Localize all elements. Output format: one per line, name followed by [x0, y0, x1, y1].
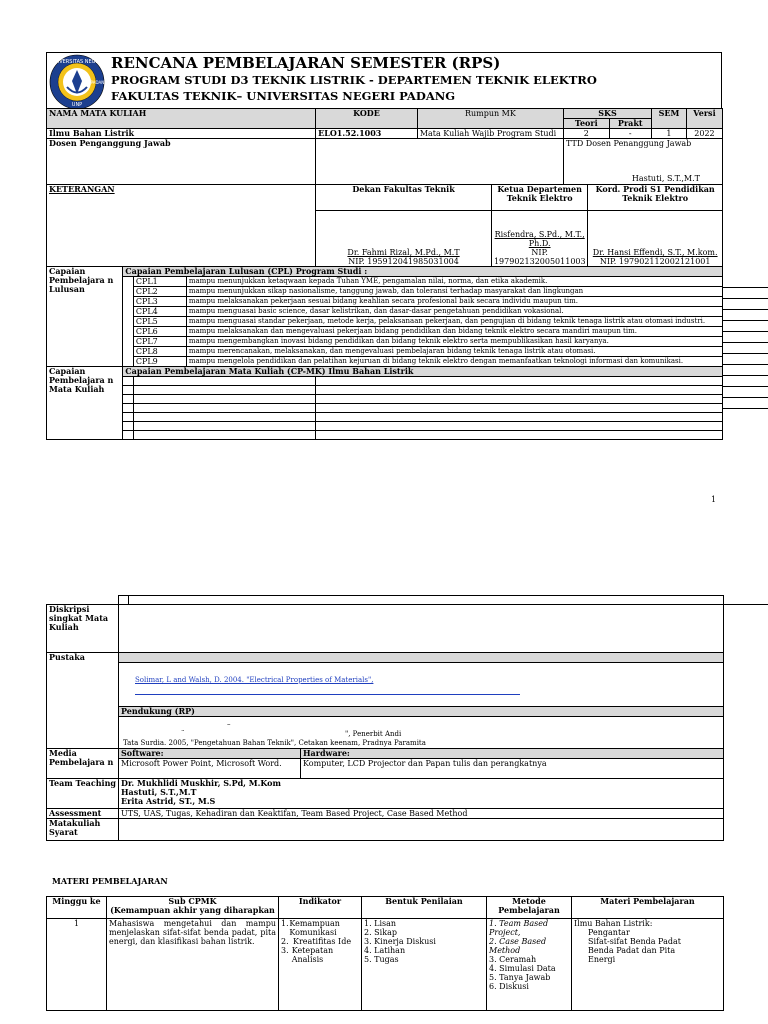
header-metode: Metode Pembelajaran	[487, 897, 572, 919]
course-versi: 2022	[686, 129, 722, 139]
table-overflow-line	[723, 397, 768, 398]
table-overflow-line	[723, 298, 768, 299]
cpl-text: mampu menunjukkan ketaqwaan kepada Tuhan YME, pengamalan nilai, norma, dan etika akademik.	[186, 277, 722, 287]
team-member: Hastuti, S.T.,M.T	[121, 787, 197, 797]
pustaka-content	[119, 663, 724, 707]
cpl-label: Capaian Pembelajara n Lulusan	[47, 267, 123, 367]
course-code: ELO1.52.1003	[316, 129, 418, 139]
header-sem: SEM	[651, 109, 686, 129]
dekan-nip: NIP. 195912041985031004	[348, 257, 459, 266]
header-sub-cpmk	[107, 897, 279, 919]
logo-text-side: PADANG	[90, 80, 108, 85]
rps-main-table	[46, 108, 723, 440]
pendukung-line2: Tata Surdia. 2005, "Pengetahuan Bahan Teknik", Cetakan keenam, Pradnya Paramita	[123, 739, 426, 747]
materi-item: Benda Padat dan Pita	[588, 946, 676, 955]
course-prakt: -	[609, 129, 651, 139]
software-value: Microsoft Power Point, Microsoft Word.	[119, 759, 301, 779]
materi-item: Energi	[588, 955, 616, 964]
header-kode: KODE	[316, 109, 418, 129]
cpl-text: mampu melaksanakan pekerjaan sesuai bidang keahlian secara profesional baik secara individu maupun tim.	[186, 297, 722, 307]
pendukung-header: Pendukung (RP)	[119, 707, 724, 717]
bentuk-item: 2. Sikap	[364, 928, 397, 937]
dosen-empty	[316, 139, 564, 185]
header-indikator: Indikator	[279, 897, 362, 919]
syarat-label: Matakuliah Syarat	[47, 819, 119, 841]
kord-title: Kord. Prodi S1 Pendidikan Teknik Elektro	[588, 185, 723, 211]
table-overflow-line	[723, 320, 768, 321]
cpl-header: Capaian Pembelajaran Lulusan (CPL) Program Studi :	[123, 267, 723, 277]
pendukung-content	[119, 717, 724, 749]
keterangan-label: KETERANGAN	[47, 185, 316, 267]
cpl-text: mampu menguasai basic science, dasar kelistrikan, dan dasar-dasar pengetahuan pendidikan vokasional.	[186, 307, 722, 317]
row-materi	[572, 919, 724, 1011]
cpl-code: CPL1	[133, 277, 186, 287]
indikator-item: 1. Kemampuan Komunikasi	[281, 919, 340, 937]
page-number: 1	[711, 495, 717, 504]
materi-title: MATERI PEMBELAJARAN	[52, 876, 168, 886]
table-overflow-line	[723, 342, 768, 343]
dekan-title: Dekan Fakultas Teknik	[316, 185, 492, 211]
course-rumpun: Mata Kuliah Wajib Program Studi	[417, 129, 563, 139]
syarat-value	[119, 819, 724, 841]
row-minggu: 1	[47, 919, 107, 1011]
kadep-signature	[491, 211, 587, 267]
deskripsi-content	[119, 605, 724, 653]
metode-item: 6. Diskusi	[489, 982, 529, 991]
header-sub-cpmk-line1: Sub CPMK	[168, 896, 217, 906]
cpl-text: mampu mengembangkan inovasi bidang pendidikan dan bidang teknik elektro serta mempublikasikan hasil karyanya.	[186, 337, 722, 347]
metode-item: 5. Tanya Jawab	[489, 973, 551, 982]
cpl-code: CPL9	[133, 357, 186, 367]
header-teori: Teori	[564, 119, 610, 129]
header-prakt: Prakt	[609, 119, 651, 129]
cpl-code: CPL3	[133, 297, 186, 307]
table-overflow-line	[723, 364, 768, 365]
course-name: Ilmu Bahan Listrik	[47, 129, 316, 139]
row-sub-cpmk: Mahasiswa mengetahui dan mampu menjelaskan sifat-sifat benda padat, pita energi, dan klasifikasi bahan listrik.	[107, 919, 279, 1011]
table-overflow-line	[723, 375, 768, 376]
ttd-name: Hastuti, S.T.,M.T	[631, 174, 700, 183]
team-label: Team Teaching	[47, 779, 119, 809]
team-member: Dr. Mukhlidi Muskhir, S.Pd, M.Kom	[121, 778, 281, 788]
logo-text-bottom: UNP	[71, 102, 83, 108]
header-versi: Versi	[686, 109, 722, 129]
metode-item: 2. Case Based Method	[489, 937, 547, 955]
cpl-text: mampu menunjukkan sikap nasionalisme, tanggung jawab, dan toleransi terhadap masyarakat dan lingkungan	[186, 287, 722, 297]
header-nama-mk: NAMA MATA KULIAH	[47, 109, 316, 129]
cpmk-label: Capaian Pembelajara n Mata Kuliah	[47, 367, 123, 440]
table-overflow-line	[723, 386, 768, 387]
bentuk-item: 3. Kinerja Diskusi	[364, 937, 436, 946]
cpmk-header: Capaian Pembelajaran Mata Kuliah (CP-MK) Ilmu Bahan Listrik	[123, 367, 723, 377]
row-metode	[487, 919, 572, 1011]
hardware-value: Komputer, LCD Projector dan Papan tulis dan perangkatnya	[301, 759, 724, 779]
hardware-label: Hardware:	[301, 749, 724, 759]
materi-item: Sifat-sifat Benda Padat	[588, 937, 681, 946]
team-members	[119, 779, 724, 809]
document-subtitle-faculty: FAKULTAS TEKNIK– UNIVERSITAS NEGERI PADANG	[111, 89, 456, 103]
header-minggu: Minggu ke	[47, 897, 107, 919]
pustaka-label: Pustaka	[47, 653, 119, 749]
metode-item: 4. Simulasi Data	[489, 964, 556, 973]
pendukung-mark: ¨	[181, 730, 185, 738]
header-materi: Materi Pembelajaran	[572, 897, 724, 919]
bentuk-item: 5. Tugas	[364, 955, 399, 964]
software-label: Software:	[119, 749, 301, 759]
indikator-item: 3. Ketepatan Analisis	[281, 946, 334, 964]
media-label: Media Pembelajara n	[47, 749, 119, 779]
cpl-text: mampu mengelola pendidikan dan pelatihan kejuruan di bidang teknik elektro dengan memanfaatkan teknologi informasi dan komunikasi.	[186, 357, 722, 367]
rps-page2-table	[46, 595, 724, 841]
pendukung-dash: –	[227, 720, 231, 728]
cpl-code: CPL8	[133, 347, 186, 357]
materi-table	[46, 896, 724, 1011]
pustaka-underline	[135, 684, 520, 695]
kadep-name: Risfendra, S.Pd., M.T., Ph.D.	[494, 230, 585, 248]
materi-item: Pengantar	[588, 928, 630, 937]
header-rumpun: Rumpun MK	[417, 109, 563, 129]
cpl-code: CPL4	[133, 307, 186, 317]
pustaka-reference-link[interactable]: Solimar, L and Walsh, D. 2004. "Electrical Properties of Materials",	[135, 675, 374, 684]
logo-text-top: UNIVERSITAS NEGERI	[50, 59, 104, 65]
table-overflow-line	[723, 331, 768, 332]
row-indikator	[279, 919, 362, 1011]
metode-item: 3. Ceramah	[489, 955, 537, 964]
metode-item: 1. Team Based Project,	[489, 919, 549, 937]
cpl-code: CPL6	[133, 327, 186, 337]
team-member: Erita Astrid, ST., M.S	[121, 796, 216, 806]
assessment-label: Assessment	[47, 809, 119, 819]
kord-nip: NIP. 197902112002121001	[599, 257, 711, 266]
pustaka-header	[119, 653, 724, 663]
cpl-code: CPL5	[133, 317, 186, 327]
cpl-text: mampu menguasai standar pekerjaan, metode kerja, pelaksanaan pekerjaan, dan pengujian di bidang teknik tenaga listrik atau otomasi industri.	[186, 317, 722, 327]
document-title: RENCANA PEMBELAJARAN SEMESTER (RPS)	[111, 54, 501, 72]
header-sub-cpmk-line2: (Kemampuan akhir yang diharapkan	[110, 905, 275, 915]
dekan-signature	[316, 211, 492, 267]
deskripsi-label: Diskripsi singkat Mata Kuliah	[47, 605, 119, 653]
cpl-text: mampu merencanakan, melaksanakan, dan mengevaluasi pembelajaran bidang teknik tenaga listrik atau otomasi.	[186, 347, 722, 357]
row-bentuk	[362, 919, 487, 1011]
dosen-label: Dosen Penganggung Jawab	[47, 139, 316, 185]
dekan-name: Dr. Fahmi Rizal, M.Pd., M.T	[347, 248, 460, 257]
ttd-label: TTD Dosen Penanggung Jawab	[566, 139, 692, 148]
indikator-item: 2. Kreatifitas Ide	[281, 937, 352, 946]
header-sks: SKS	[564, 109, 652, 119]
cpl-code: CPL7	[133, 337, 186, 347]
cpl-text: mampu melaksanakan dan mengevaluasi pekerjaan bidang pendidikan dan bidang teknik elektro secara mandiri maupun tim.	[186, 327, 722, 337]
assessment-value: UTS, UAS, Tugas, Kehadiran dan Keaktifan, Team Based Project, Case Based Method	[119, 809, 724, 819]
kadep-nip: NIP. 197902132005011003	[493, 248, 586, 266]
table-overflow-line	[723, 309, 768, 310]
pendukung-line1: ", Penerbit Andi	[345, 730, 402, 738]
materi-item: Ilmu Bahan Listrik:	[574, 919, 653, 928]
table-overflow-line	[723, 353, 768, 354]
table-overflow-line	[723, 287, 768, 288]
course-teori: 2	[564, 129, 610, 139]
bentuk-item: 1. Lisan	[364, 919, 397, 928]
document-subtitle-program: PROGRAM STUDI D3 TEKNIK LISTRIK - DEPARTEMEN TEKNIK ELEKTRO	[111, 73, 597, 87]
kord-signature	[588, 211, 723, 267]
cpl-code: CPL2	[133, 287, 186, 297]
bentuk-item: 4. Latihan	[364, 946, 406, 955]
table-overflow-line	[723, 408, 768, 409]
header-bentuk: Bentuk Penilaian	[362, 897, 487, 919]
table-overflow-line	[723, 604, 768, 605]
kord-name: Dr. Hansi Effendi, S.T., M.kom.	[592, 248, 718, 257]
course-sem: 1	[651, 129, 686, 139]
unp-logo-icon	[49, 54, 108, 110]
ttd-cell	[564, 139, 723, 185]
rps-header	[46, 52, 722, 109]
kadep-title: Ketua Departemen Teknik Elektro	[491, 185, 587, 211]
